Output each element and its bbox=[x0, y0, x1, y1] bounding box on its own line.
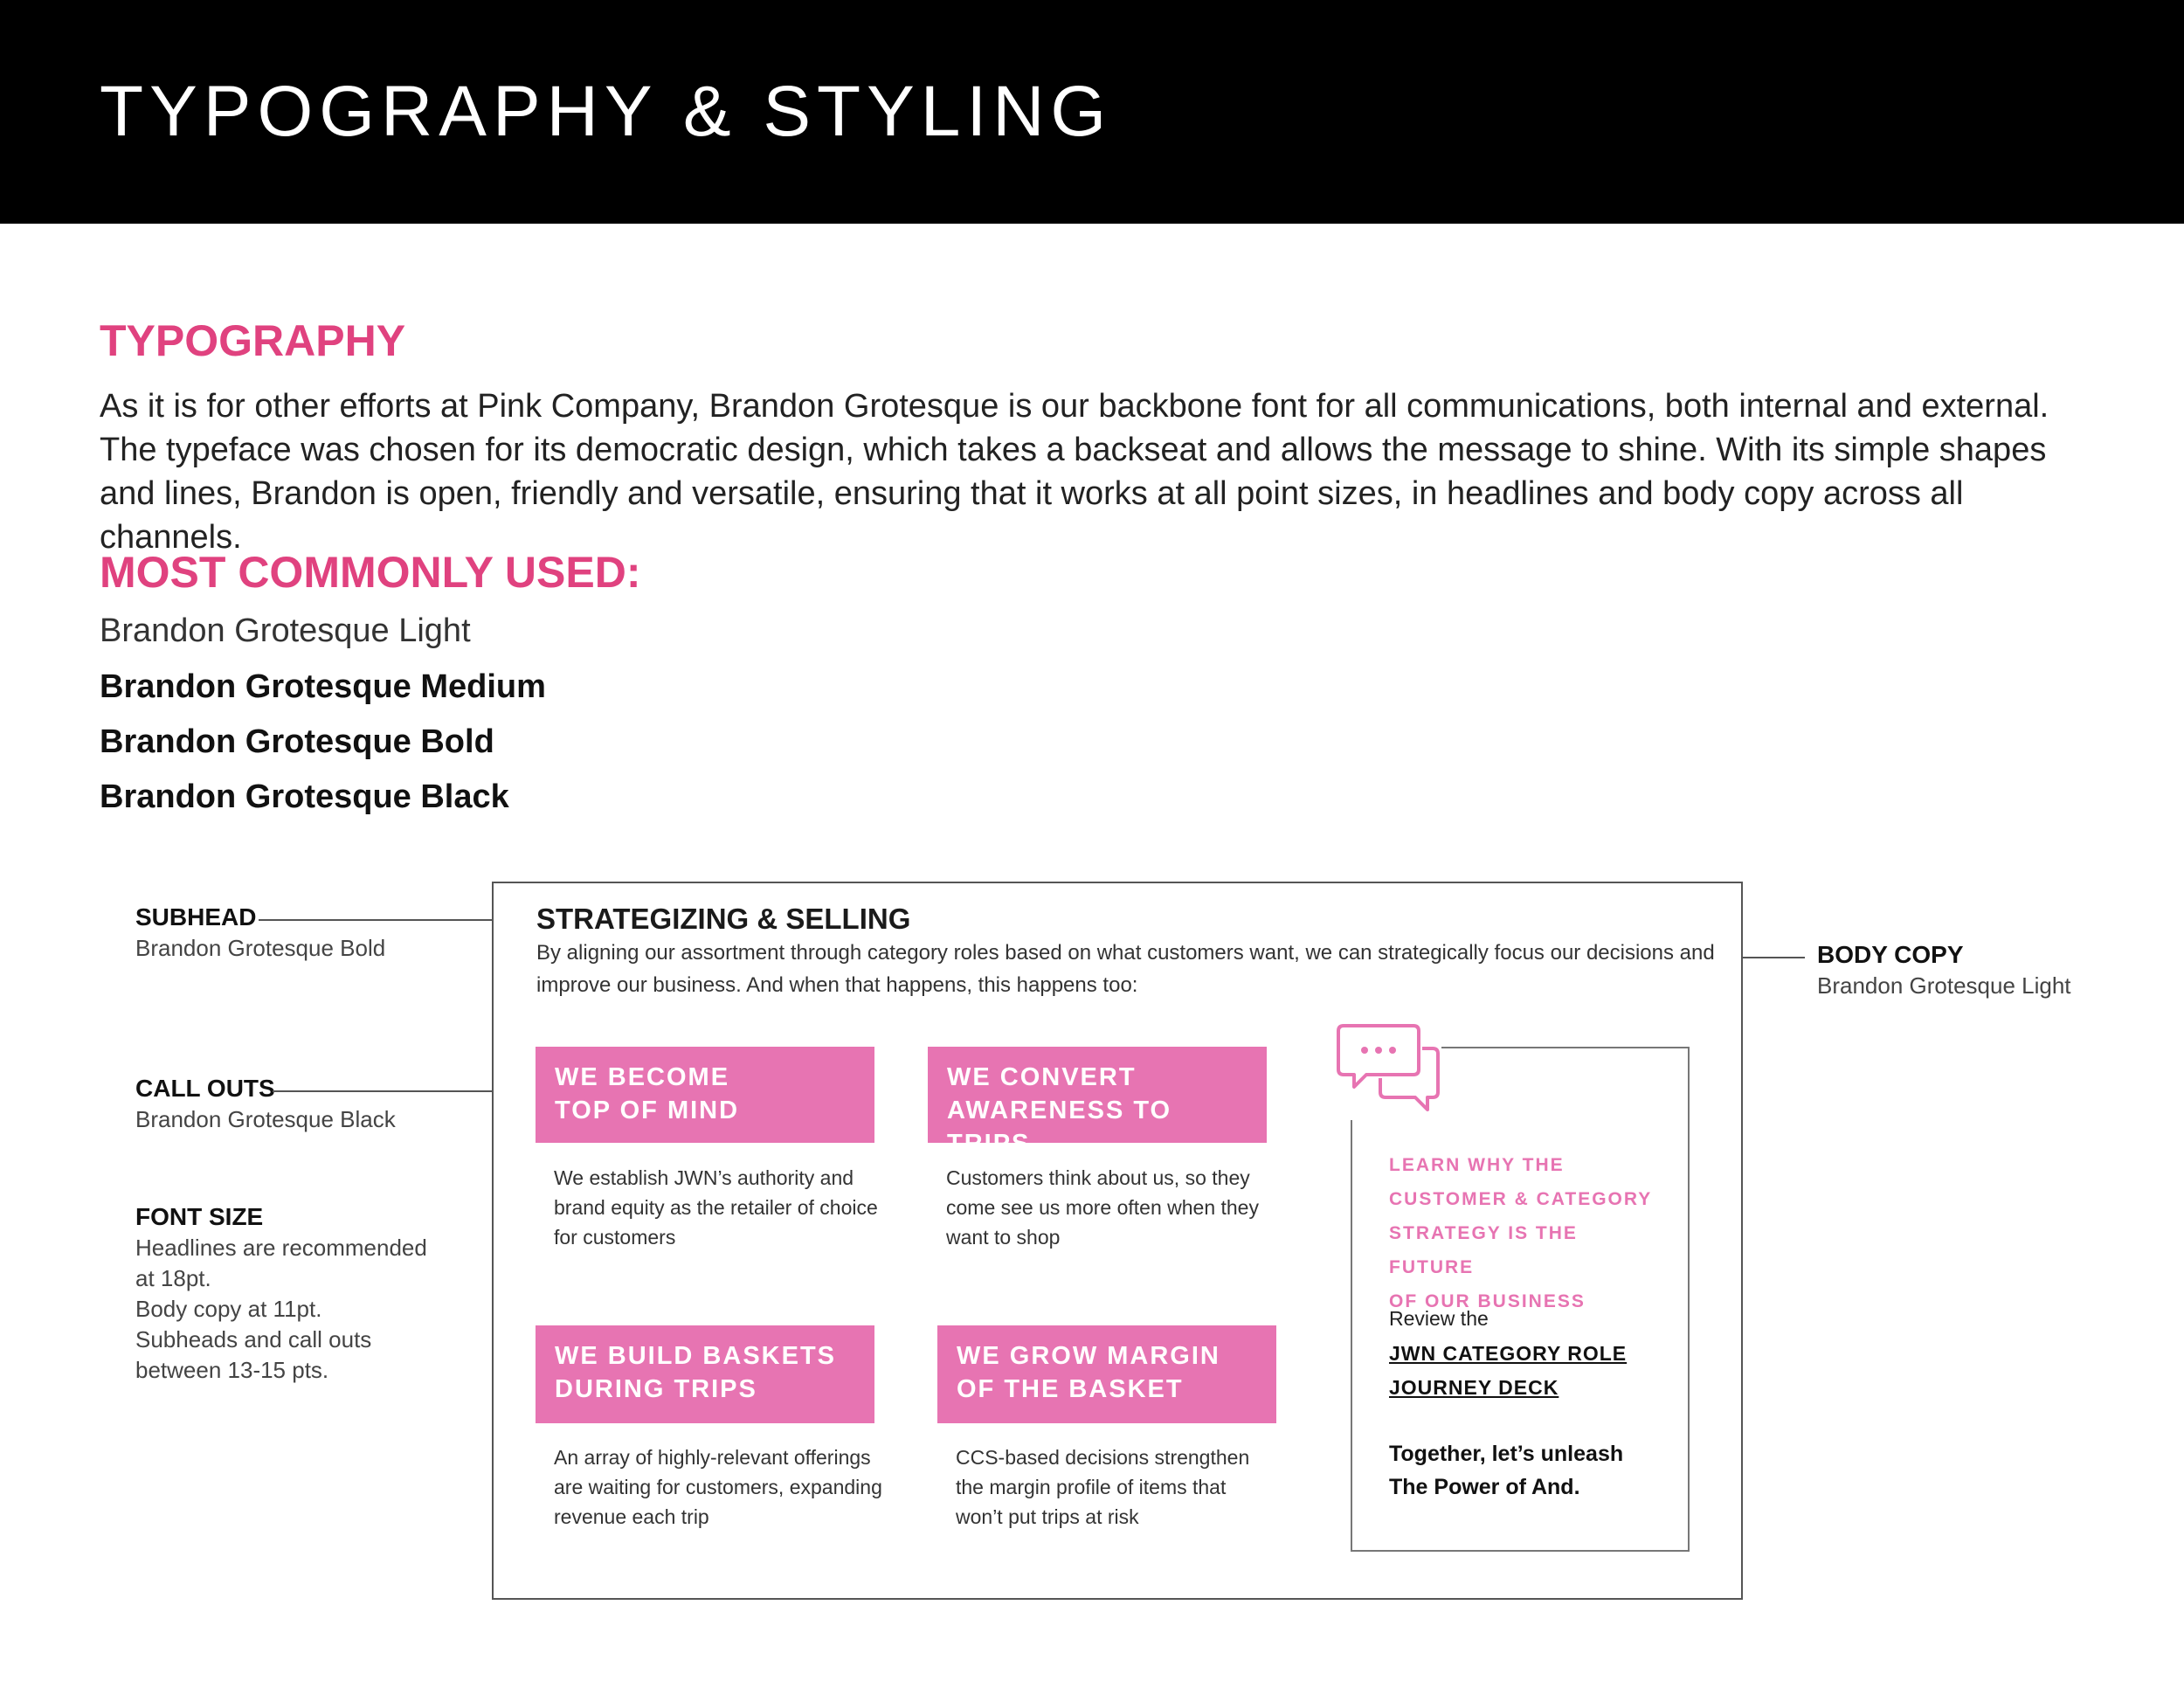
font-size-line: Body copy at 11pt. bbox=[135, 1296, 322, 1322]
callout-line: DURING TRIPS bbox=[555, 1375, 757, 1403]
sidebar-closing-line: Together, let’s unleash bbox=[1389, 1442, 1624, 1466]
callout-grow-margin bbox=[937, 1325, 1276, 1423]
font-sample-bold: Brandon Grotesque Bold bbox=[100, 723, 494, 760]
font-sample-black: Brandon Grotesque Black bbox=[100, 778, 509, 815]
chat-bubbles-icon bbox=[1337, 1022, 1441, 1120]
callout-desc-line: won’t put trips at risk bbox=[956, 1505, 1139, 1528]
callout-line: WE BECOME bbox=[555, 1063, 730, 1091]
annotation-subhead-desc: Brandon Grotesque Bold bbox=[135, 935, 386, 961]
sidebar-callout-line: STRATEGY IS THE FUTURE bbox=[1389, 1223, 1578, 1277]
font-size-line: Headlines are recommended bbox=[135, 1235, 427, 1261]
callout-line: TOP OF MIND bbox=[555, 1097, 740, 1124]
callout-desc-line: the margin profile of items that bbox=[956, 1476, 1227, 1498]
annotation-font-size-label: FONT SIZE bbox=[135, 1203, 264, 1230]
page-title: TYPOGRAPHY & STYLING bbox=[100, 72, 1113, 151]
callout-build-baskets-desc bbox=[554, 1442, 886, 1532]
callout-desc-line: We establish JWN’s authority and bbox=[554, 1166, 854, 1189]
callout-desc-line: want to shop bbox=[946, 1226, 1061, 1249]
most-used-heading: MOST COMMONLY USED: bbox=[100, 548, 641, 597]
callout-desc-line: An array of highly-relevant offerings bbox=[554, 1446, 871, 1469]
journey-deck-link[interactable] bbox=[1389, 1337, 1651, 1405]
callout-awareness-to-trips-desc bbox=[946, 1163, 1278, 1252]
sidebar-callout-line: CUSTOMER & CATEGORY bbox=[1389, 1189, 1653, 1209]
journey-deck-link-line[interactable]: JOURNEY DECK bbox=[1389, 1376, 1559, 1399]
annotation-callouts-label: CALL OUTS bbox=[135, 1075, 275, 1102]
callout-desc-line: revenue each trip bbox=[554, 1505, 709, 1528]
font-sample-medium: Brandon Grotesque Medium bbox=[100, 668, 546, 705]
callout-desc-line: Customers think about us, so they bbox=[946, 1166, 1250, 1189]
typography-heading: TYPOGRAPHY bbox=[100, 316, 406, 365]
callout-line: WE CONVERT bbox=[947, 1063, 1137, 1091]
callout-line: AWARENESS TO TRIPS bbox=[947, 1097, 1172, 1158]
callout-top-of-mind bbox=[536, 1047, 874, 1143]
sidebar-closing-line: The Power of And. bbox=[1389, 1475, 1580, 1499]
callout-desc-line: are waiting for customers, expanding bbox=[554, 1476, 882, 1498]
callout-line: OF THE BASKET bbox=[957, 1375, 1184, 1403]
callout-build-baskets bbox=[536, 1325, 874, 1423]
callout-desc-line: CCS-based decisions strengthen bbox=[956, 1446, 1250, 1469]
journey-deck-link-line[interactable]: JWN CATEGORY ROLE bbox=[1389, 1342, 1628, 1365]
font-size-line: at 18pt. bbox=[135, 1265, 211, 1291]
callout-line: WE BUILD BASKETS bbox=[555, 1342, 836, 1370]
callout-desc-line: for customers bbox=[554, 1226, 676, 1249]
callout-grow-margin-desc bbox=[956, 1442, 1288, 1532]
sidebar-review-text: Review the bbox=[1389, 1307, 1489, 1330]
callout-line: WE GROW MARGIN bbox=[957, 1342, 1220, 1370]
callout-desc-line: come see us more often when they bbox=[946, 1196, 1259, 1219]
sidebar-callout-line: LEARN WHY THE bbox=[1389, 1155, 1565, 1175]
sidebar-callout bbox=[1389, 1148, 1669, 1318]
typography-intro: As it is for other efforts at Pink Company, Brandon Grotesque is our backbone font for all communications, both internal and external. The typeface was chosen for its democratic design, which takes a backseat and allows the message to shine. With its simple shapes and lines, Brandon is open, friendly and versatile, ensuring that it works at all point sizes, in headlines and body copy across all channels. bbox=[100, 388, 2049, 556]
font-size-line: between 13-15 pts. bbox=[135, 1357, 329, 1383]
callout-top-of-mind-desc bbox=[554, 1163, 886, 1252]
callout-desc-line: brand equity as the retailer of choice bbox=[554, 1196, 878, 1219]
sample-body-copy: By aligning our assortment through category roles based on what customers want, we can strategically focus our decisions and improve our business. And when that happens, this happens too: bbox=[536, 941, 1715, 997]
callout-awareness-to-trips bbox=[928, 1047, 1267, 1158]
font-size-line: Subheads and call outs bbox=[135, 1326, 372, 1352]
sample-subhead: STRATEGIZING & SELLING bbox=[536, 903, 911, 935]
annotation-callouts-desc: Brandon Grotesque Black bbox=[135, 1106, 396, 1132]
annotation-subhead-label: SUBHEAD bbox=[135, 903, 257, 930]
sidebar-callout-line: OF OUR BUSINESS bbox=[1389, 1291, 1586, 1311]
annotation-body-copy-desc: Brandon Grotesque Light bbox=[1817, 972, 2071, 999]
sidebar-closing bbox=[1389, 1437, 1669, 1504]
annotation-body-copy-label: BODY COPY bbox=[1817, 941, 1964, 968]
font-sample-light: Brandon Grotesque Light bbox=[100, 612, 471, 649]
